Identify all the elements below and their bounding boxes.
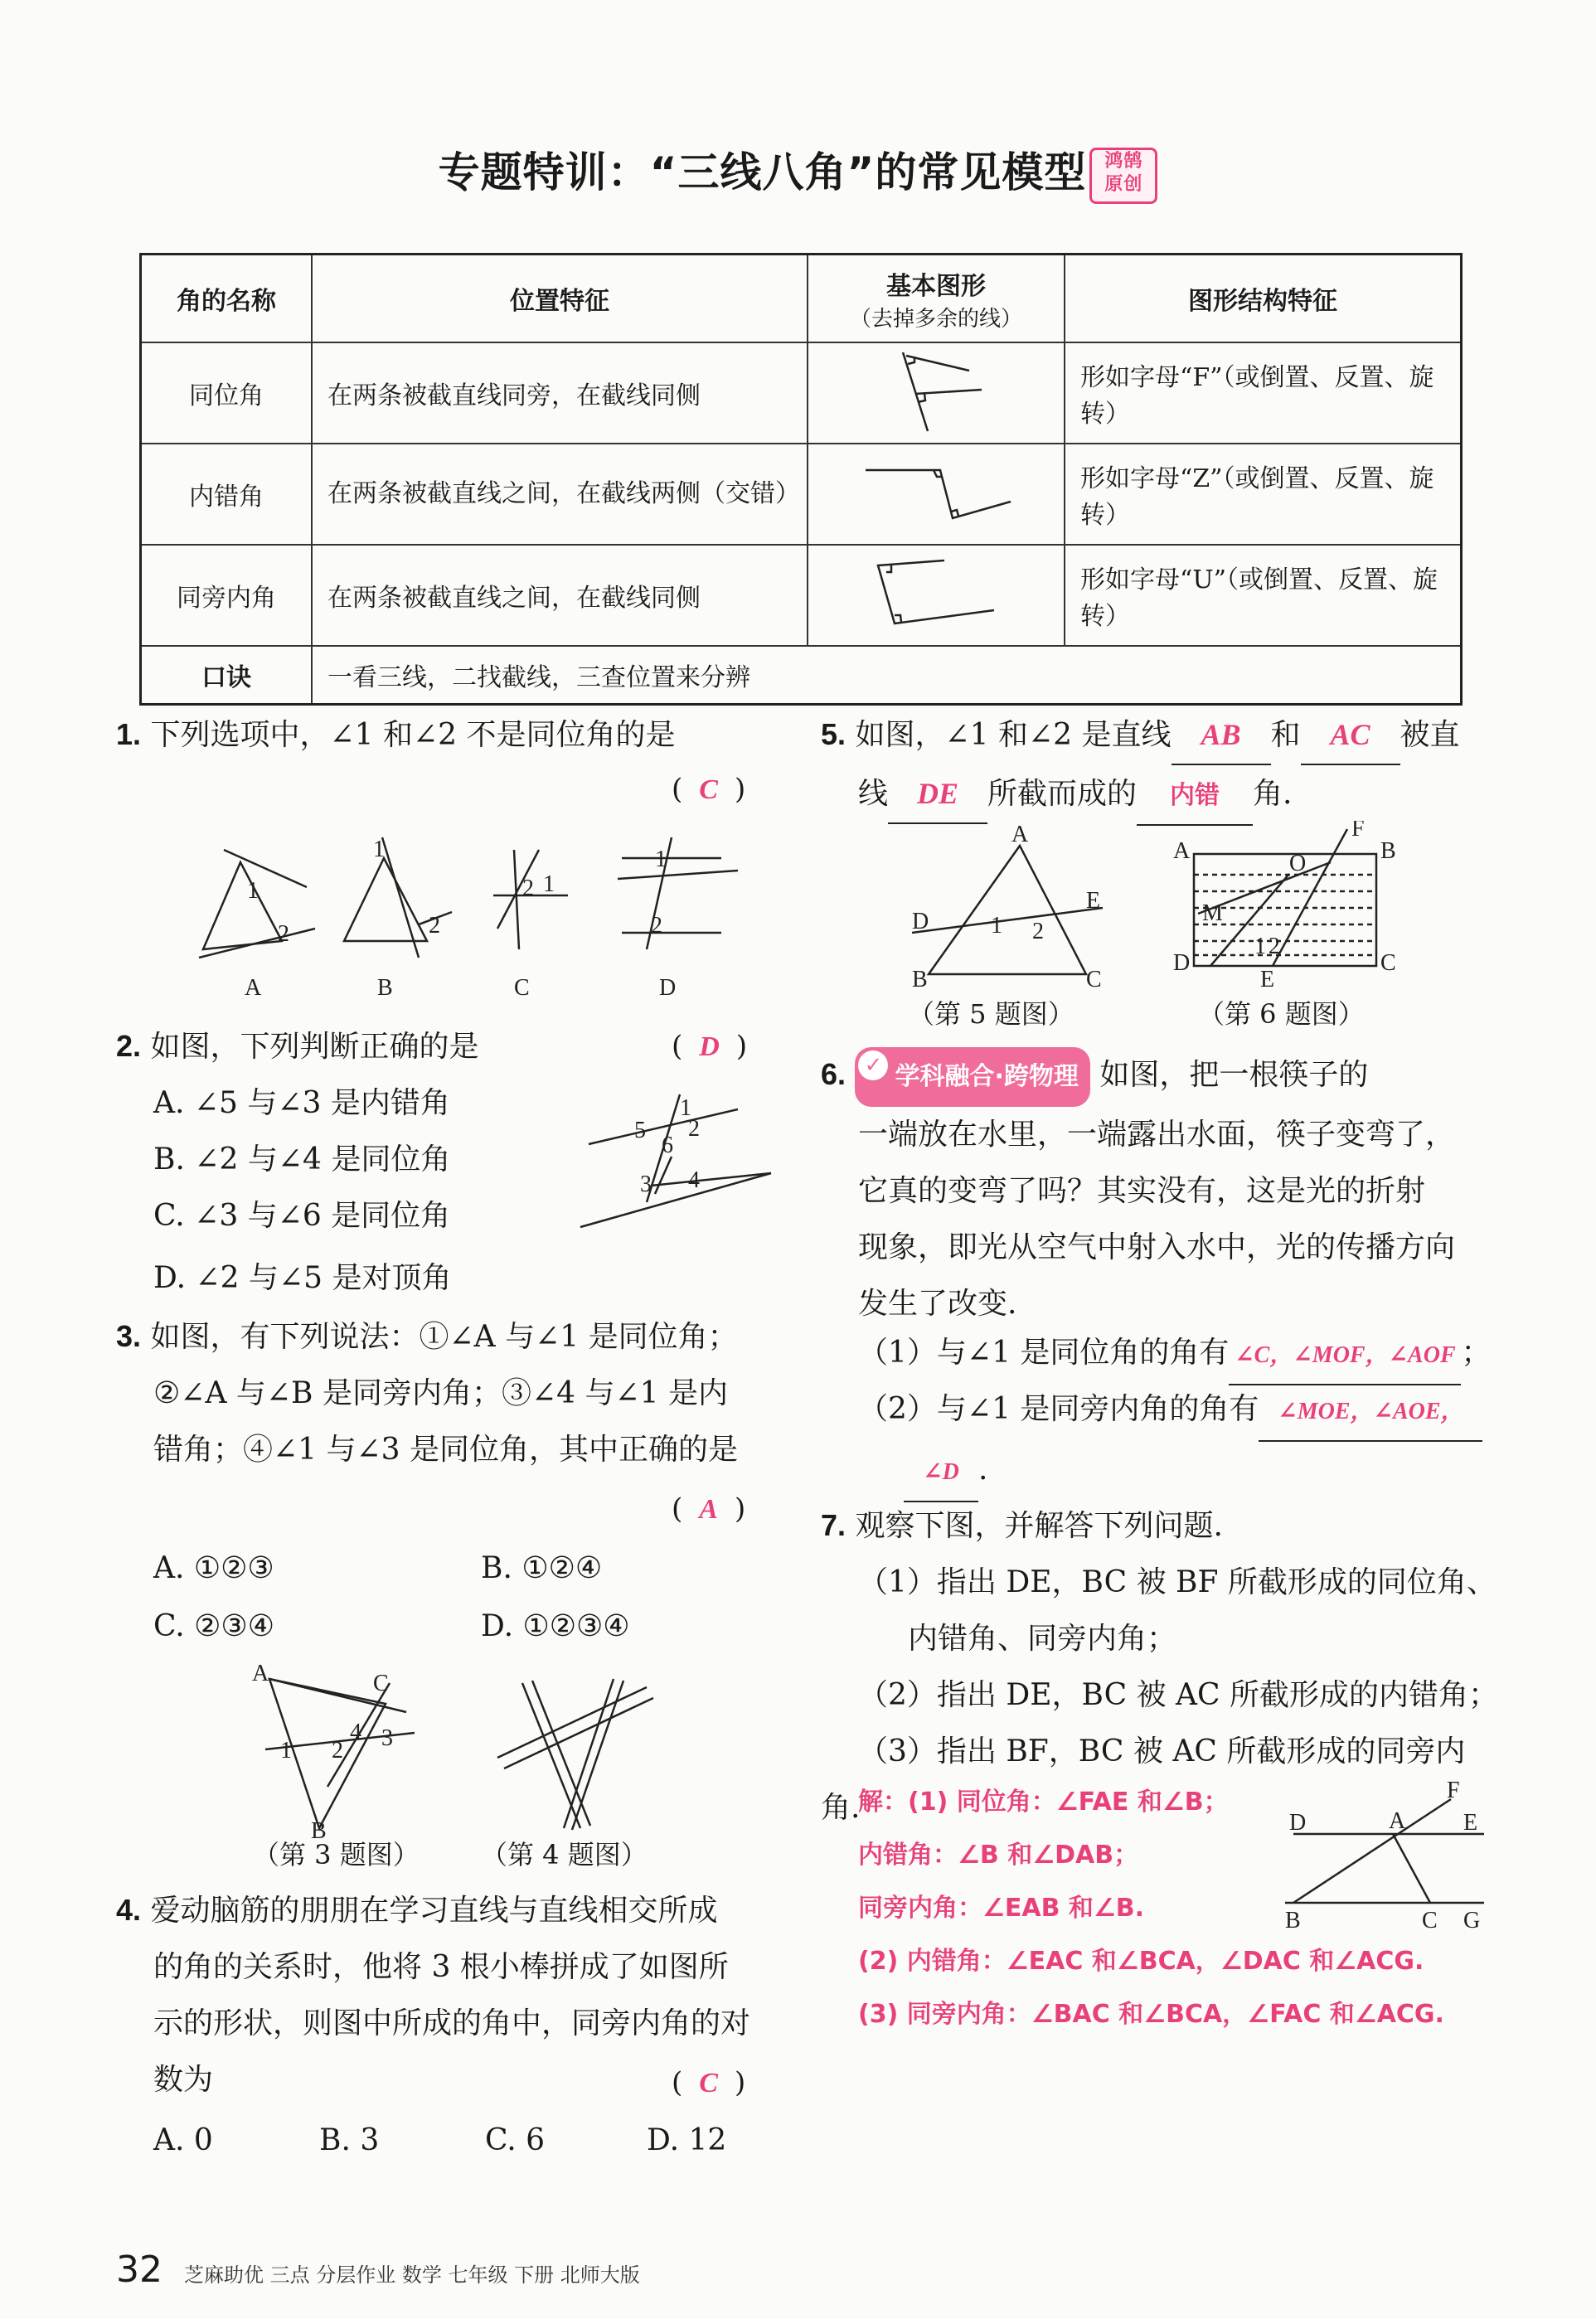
svg-text:E: E	[1086, 888, 1101, 914]
svg-text:A: A	[1011, 825, 1029, 847]
svg-text:4: 4	[688, 1167, 700, 1193]
q6-part1: （1）与∠1 是同位角的角有 ∠C，∠MOF，∠AOF ；	[858, 1325, 1505, 1385]
question-4: 4. 爱动脑筋的朋朋在学习直线与直线相交所成 的角的关系时，他将 3 根小棒拼成了如图所 示的形状，则图中所成的角中，同旁内角的对 数为	[116, 1893, 751, 2097]
svg-text:2: 2	[688, 1116, 700, 1142]
q3-q4-figures	[249, 1662, 680, 1841]
page-number: 32	[116, 2249, 163, 2291]
u-shape-figure	[808, 545, 1065, 646]
q4-answer: ( C )	[672, 2066, 746, 2099]
q1-answer: ( C )	[672, 773, 746, 806]
svg-text:F: F	[1351, 821, 1365, 842]
svg-text:F: F	[1447, 1778, 1460, 1803]
svg-text:D: D	[912, 909, 929, 934]
q7-solution: 解：(1) 同位角：∠FAE 和∠B； 内错角：∠B 和∠DAB； 同旁内角：∠EAB 和∠B. (2) 内错角：∠EAC 和∠BCA，∠DAC 和∠ACG. (3) 同旁内角：∠BAC 和∠BCA，∠FAC 和∠ACG.	[858, 1788, 1444, 2029]
header-figure: 基本图形 （去掉多余的线）	[808, 255, 1065, 343]
question-1: 1. 下列选项中，∠1 和∠2 不是同位角的是	[116, 717, 676, 752]
table-header-row	[141, 255, 1462, 343]
svg-text:2: 2	[332, 1738, 343, 1764]
header-position: 位置特征	[312, 255, 808, 343]
svg-text:2: 2	[1032, 919, 1044, 944]
svg-text:O: O	[1289, 851, 1307, 876]
svg-text:2: 2	[429, 913, 440, 939]
svg-text:G: G	[1463, 1908, 1481, 1933]
q6-figure	[1165, 821, 1405, 995]
subject-tag: ✓ 学科融合·跨物理	[855, 1047, 1089, 1107]
q1-figures	[191, 833, 738, 1007]
check-icon: ✓	[858, 1050, 888, 1080]
svg-text:3: 3	[640, 1172, 652, 1197]
svg-text:2: 2	[1269, 934, 1280, 959]
q2-figure	[572, 1078, 788, 1244]
q1-figure-a	[199, 850, 315, 1001]
tip-row: 口诀 一看三线，二找截线，三查位置来分辨	[141, 646, 1462, 705]
svg-text:5: 5	[634, 1118, 646, 1143]
svg-text:1: 1	[543, 871, 555, 897]
svg-text:C: C	[1422, 1908, 1438, 1933]
svg-text:E: E	[1260, 967, 1275, 992]
svg-text:B: B	[311, 1818, 327, 1841]
q3-figure	[252, 1662, 415, 1841]
svg-text:1: 1	[655, 847, 667, 872]
q6-part2: （2）与∠1 是同旁内角的角有 ∠MOE，∠AOE， ∠D .	[858, 1381, 1505, 1502]
svg-text:2: 2	[278, 921, 289, 947]
svg-text:C: C	[373, 1671, 389, 1696]
page-footer	[116, 2249, 640, 2291]
q2-answer: ( D )	[672, 1030, 748, 1063]
q4-figure	[497, 1679, 653, 1830]
svg-text:3: 3	[381, 1725, 393, 1751]
book-info: 芝麻助优 三点 分层作业 数学 七年级 下册 北师大版	[184, 2263, 640, 2287]
q1-figure-b	[344, 837, 452, 1001]
svg-text:1: 1	[991, 913, 1002, 939]
svg-text:1: 1	[1254, 934, 1266, 959]
header-name: 角的名称	[141, 255, 313, 343]
question-3: 3. 如图，有下列说法：①∠A 与∠1 是同位角； ②∠A 与∠B 是同旁内角；③∠4 与∠1 是内 错角；④∠1 与∠3 是同位角，其中正确的是	[116, 1319, 739, 1467]
original-seal: 鸿鹄 原创	[1089, 148, 1157, 204]
q3-answer: ( A )	[672, 1492, 746, 1526]
q5-figure	[904, 825, 1128, 991]
svg-text:A: A	[245, 975, 262, 1001]
f-shape-figure	[808, 342, 1065, 444]
svg-text:B: B	[1285, 1908, 1301, 1933]
question-7: 7. 观察下图，并解答下列问题. （1）指出 DE，BC 被 BF 所截形成的同位角、 内错角、同旁内角； （2）指出 DE，BC 被 AC 所截形成的内错角； （3）指出 BF，BC 被 AC 所截形成的同旁内角.	[821, 1508, 1499, 1825]
svg-text:C: C	[1380, 950, 1396, 976]
q1-figure-d	[618, 837, 738, 1001]
svg-text:1: 1	[247, 878, 259, 904]
svg-text:2: 2	[651, 913, 662, 939]
z-shape-figure	[808, 444, 1065, 545]
q7-figure	[1277, 1774, 1492, 1940]
svg-text:6: 6	[662, 1133, 673, 1158]
svg-text:M: M	[1202, 900, 1223, 926]
svg-text:1: 1	[280, 1738, 292, 1764]
svg-text:B: B	[377, 975, 393, 1001]
svg-text:A: A	[1389, 1808, 1406, 1834]
svg-text:E: E	[1463, 1810, 1478, 1836]
svg-text:B: B	[912, 967, 928, 991]
svg-text:A: A	[252, 1662, 269, 1686]
table-row: 同位角 在两条被截直线同旁，在截线同侧 形如字母“F”（或倒置、反置、旋转）	[141, 342, 1462, 444]
svg-text:D: D	[1173, 950, 1191, 976]
svg-text:2: 2	[522, 876, 534, 901]
q1-figure-c	[493, 850, 568, 1001]
question-2: 2. 如图，下列判断正确的是	[116, 1029, 479, 1064]
question-6: 6. ✓ 学科融合·跨物理 如图，把一根筷子的 一端放在水里，一端露出水面，筷子变弯了， 它真的变弯了吗？其实没有，这是光的折射 现象，即光从空气中射入水中，光的传播方向 发生了改变.	[821, 1046, 1501, 1332]
table-row: 同旁内角 在两条被截直线之间，在截线同侧 形如字母“U”（或倒置、反置、旋转）	[141, 545, 1462, 646]
svg-text:A: A	[1173, 838, 1191, 864]
svg-text:B: B	[1380, 838, 1396, 864]
svg-text:4: 4	[350, 1720, 361, 1745]
header-structure: 图形结构特征	[1065, 255, 1462, 343]
svg-text:C: C	[514, 975, 530, 1001]
svg-text:C: C	[1086, 967, 1102, 991]
svg-text:1: 1	[680, 1095, 691, 1121]
svg-text:D: D	[659, 975, 677, 1001]
page-title: 专题特训：“三线八角”的常见模型 鸿鹄 原创	[0, 139, 1596, 204]
svg-text:D: D	[1289, 1810, 1307, 1836]
table-row: 内错角 在两条被截直线之间，在截线两侧（交错） 形如字母“Z”（或倒置、反置、旋转）	[141, 444, 1462, 545]
angle-feature-table	[139, 253, 1463, 706]
svg-text:1: 1	[373, 837, 385, 862]
question-5: 5. 如图，∠1 和∠2 是直线 AB 和 AC 被直 线 DE 所截而成的 内错 角.	[821, 706, 1484, 826]
